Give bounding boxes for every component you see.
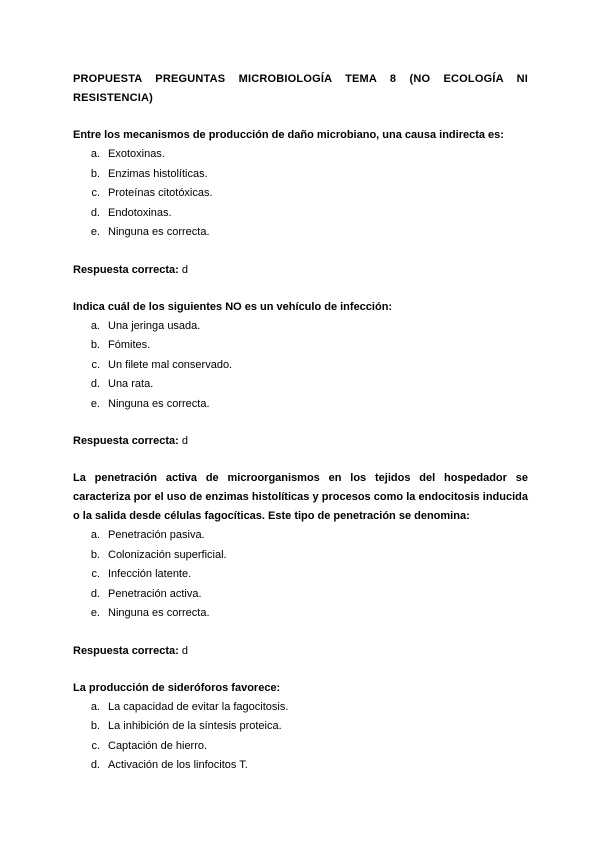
question-text: La producción de sideróforos favorece: [73, 681, 281, 694]
option-text: La capacidad de evitar la fagocitosis. [108, 700, 289, 713]
option-item [73, 145, 528, 165]
option-text: Enzimas histolíticas. [108, 167, 208, 180]
answer-label: Respuesta correcta: [73, 644, 179, 657]
option-item [73, 717, 528, 737]
option-letter: e. [90, 226, 100, 238]
question-text: Entre los mecanismos de producción de daño microbiano, una causa indirecta es: [73, 129, 504, 141]
option-item [73, 223, 528, 243]
option-letter: b. [90, 339, 100, 351]
option-text: Una jeringa usada. [108, 319, 201, 332]
option-text: La inhibición de la síntesis proteica. [108, 720, 282, 732]
answer-value: d [181, 435, 188, 447]
option-text: Penetración pasiva. [108, 529, 205, 541]
question-text: Indica cuál de los siguientes NO es un vehículo de infección: [73, 300, 393, 313]
option-text: Ninguna es correcta. [108, 226, 210, 238]
option-item [73, 526, 528, 546]
option-item [73, 336, 528, 356]
option-text: Infección latente. [108, 568, 192, 580]
option-letter: a. [90, 148, 100, 160]
options-list [73, 145, 528, 243]
option-letter: e. [90, 397, 100, 410]
option-item [73, 375, 528, 395]
option-item [73, 184, 528, 204]
correct-answer [73, 261, 528, 280]
option-text: Exotoxinas. [108, 148, 165, 160]
option-letter: d. [90, 759, 100, 771]
option-item [73, 165, 528, 185]
option-item [73, 356, 528, 376]
option-text: Fómites. [108, 339, 151, 351]
option-text: Una rata. [108, 378, 154, 390]
answer-label: Respuesta correcta: [73, 263, 179, 276]
option-item [73, 585, 528, 605]
question-4 [73, 679, 528, 776]
option-item [73, 204, 528, 224]
question-1 [73, 126, 528, 280]
correct-answer [73, 432, 528, 451]
correct-answer [73, 642, 528, 661]
option-letter: a. [90, 319, 100, 332]
document-page [73, 70, 528, 794]
option-item [73, 395, 528, 415]
option-letter: b. [90, 167, 100, 180]
option-item [73, 604, 528, 624]
option-letter: c. [91, 568, 100, 580]
options-list [73, 526, 528, 624]
option-item [73, 546, 528, 566]
option-text: Captación de hierro. [108, 739, 208, 752]
question-3 [73, 469, 528, 661]
answer-value: d [181, 644, 188, 657]
option-text: Proteínas citotóxicas. [108, 187, 213, 199]
answer-value: d [181, 263, 188, 276]
option-text: Un filete mal conservado. [108, 358, 233, 371]
option-letter: d. [90, 587, 100, 600]
document-title: PROPUESTA PREGUNTAS MICROBIOLOGÍA TEMA 8 (NO ECOLOGÍA NI RESISTENCIA) [73, 73, 528, 104]
option-text: Colonización superficial. [108, 548, 227, 561]
option-item [73, 737, 528, 757]
option-item [73, 317, 528, 337]
option-text: Activación de los linfocitos T. [108, 759, 248, 771]
option-item [73, 698, 528, 718]
question-text: La penetración activa de microorganismos en los tejidos del hospedador se caracteriza por el uso de enzimas histolíticas y procesos como la endocitosis inducida o la salida desde células fagocíticas. Este tipo de penetración se denomina: [73, 472, 528, 522]
options-list [73, 317, 528, 415]
option-item [73, 565, 528, 585]
answer-label: Respuesta correcta: [73, 435, 179, 447]
option-text: Ninguna es correcta. [108, 607, 210, 619]
option-letter: d. [90, 206, 100, 219]
option-letter: c. [91, 187, 100, 199]
option-letter: a. [90, 529, 100, 541]
option-letter: d. [90, 378, 100, 390]
option-letter: e. [90, 607, 100, 619]
option-letter: c. [91, 358, 100, 371]
option-letter: b. [90, 720, 100, 732]
question-2 [73, 298, 528, 452]
option-text: Endotoxinas. [108, 206, 172, 219]
options-list [73, 698, 528, 776]
option-text: Penetración activa. [108, 587, 202, 600]
option-letter: b. [90, 548, 100, 561]
option-item [73, 756, 528, 776]
option-letter: a. [90, 700, 100, 713]
option-text: Ninguna es correcta. [108, 397, 210, 410]
option-letter: c. [91, 739, 100, 752]
